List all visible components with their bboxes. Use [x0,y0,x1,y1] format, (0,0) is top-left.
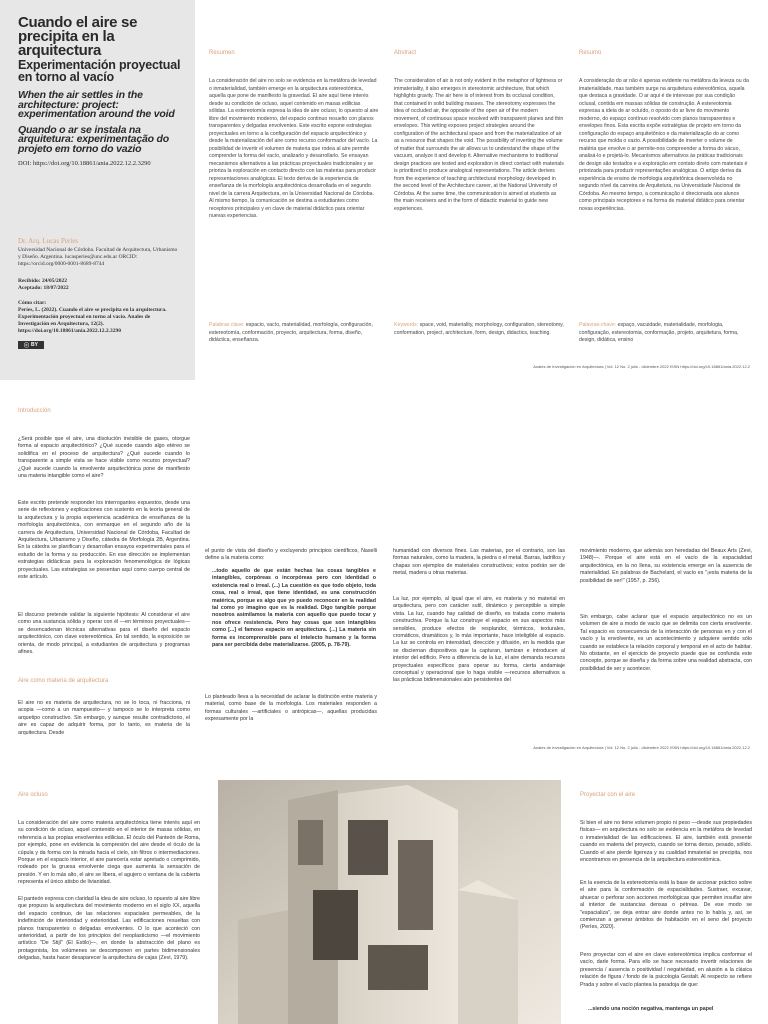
resumo-heading: Resumo [579,50,602,56]
author-affiliation: Universidad Nacional de Córdoba. Facultad de Arquitectura, Urbanismo y Diseño. Argentina. lucasperies@unc.edu.ar ORCID: https://orcid.org/0000-0001-8689-8744 [18,247,178,267]
intro-paragraph-3: El discurso pretende validar la siguiente hipótesis: Al considerar el aire como una sustancia sólida y operar con él —en términos proyectuales— se desencadenan técnicas alternativas para el diseño del espacio arquitectónico, con clave estereotómica. En tal sentido, la exposición se orienta, de modo principal, a estudiantes de arquitectura y programas afines. [18,612,190,656]
abstract-heading: Abstract [394,50,417,56]
article-header-panel [0,0,195,380]
article-title: Cuando el aire se precipita en la arquitectura [18,14,138,59]
article-title-english: When the air settles in the architecture: project: experimentation around the void [18,89,175,120]
intro-paragraph-2: Este escrito pretende responder los interrogantes expuestos, desde una serie de reflexiones y explicaciones con sustento en la teoría general de la arquitectura y la propia experiencia académica de enseñanza de la morfología arquitectónica, con enmarque en el segundo año de la carrera de Arquitectura, Universidad Nacional de Córdoba, Facultad de Arquitectura, Urbanismo y Diseño, cátedra de Morfología 2B, Argentina. En la cátedra se planifican y desarrollan ensayos experimentales para el estudio de la forma y su producción. En ese dirección se implementan estrategias didácticas para la exploración fenomenológica de lógicas proyectuales. Las estrategias se presentan aquí como cuerpo central de este artículo. [18,500,190,581]
cc-icon: ⓒ [24,342,30,349]
keywords-es [209,322,379,345]
page-1 [0,0,768,380]
article-subtitle: Experimentación proyectual en torno al vacío [18,58,181,84]
page-footer: Anales de Investigación en Arquitectura | Vol. 12 No. 2 julio - diciembre 2022 ISSN https://doi.org/10.18861/ania.2022.12.2 [533,745,750,750]
cite-label: Cómo citar: [18,300,47,306]
keywords-en-text: space, void, materiality, morphology, configuration, stereotomy, conformation, project, architecture, form, design, didactics, teaching. [394,322,564,336]
accepted-date: Aceptado: 18/07/2022 [18,285,69,291]
ocluso-paragraph-2: El panteón expresa con claridad la idea de aire ocluso, lo opuesto al aire libre que propuso la arquitectura del movimiento moderno en el siglo XX, aquella del espacio continuo, de las relaciones espaciales permeables, de la indefinición de interioridad y exterioridad. Las edificaciones resueltas con planos transparentes o delgadas envolventes. O lo que aconteció con anterioridad, a partir de los principios del neoplasticismo —el movimiento artístico "De Stijl" (El Estilo)—, en donde la abstracción del plano es protagonista, los volúmenes se descomponen en partes bidimensionales delgadas, hasta hacer desaparecer la arquitectura de cajas (Zevi, 1979). [18,896,200,962]
author-name: Dr. Arq. Lucas Períes [18,237,79,245]
stereotomic-model-photo [218,780,561,1024]
naselli-quote: ...todo aquello de que están hechas las cosas tangibles e intangibles, corpóreas o incorpóreas pero con identidad o existencia real o irreal. (...) La cuestión es que todo objeto, toda cosa, real o irreal, que tiene identidad, es una construcción matérica, porque es algo que yo puedo reconocer en la realidad tal como yo imagino que es la realidad. Digo tangible porque nosotros asimilamos la materia con aquello que puedo tocar y nos ofrece resistencia. Pero hay cosas que son intangibles como [...] el famoso espacio en arquitectura. (...) La materia sin forma es incomprensible para el intelecto humano y la forma para ser percibida debe materializarse. (2005, p. 78-79). [212,568,376,649]
article-title-portuguese: Quando o ar se instala na arquitetura: experimentação do projeto em torno do vazio [18,123,169,155]
prada-quote: ...siendo una noción negativa, mantenga un papel [588,1006,714,1012]
keywords-es-text: espacio, vacío, materialidad, morfología, configuración, estereotomía, conformación, proyecto, arquitectura, forma, diseño, didáctica, enseñanza. [209,322,373,343]
column-3-paragraph-1: humanidad con diversos fines. Las materias, por el contrario, son las formas naturales, como la madera, la piedra o el metal. Barras, ladrillos y chapas son ejemplos de materiales constructivos; estos podrán ser de metal, madera u otras materias. [393,548,565,577]
proyectar-paragraph-3: Pero proyectar con el aire en clave estereotómica implica conformar el vacío, darle forma. Para ello se hace necesario invertir relaciones de presencia / ausencia o positividad / negatividad, en alusión a la clásica relación de figura / fondo de la psicología Gestalt. Al respecto se refiere Prada y sobre el vacío plantea la paradoja de que: [580,952,752,988]
materia-paragraph-1: El aire no es materia de arquitectura, no se lo toca, ni fracciona, ni acopia —como a un mampuesto— y tampoco se lo interpreta como arquetipo constructivo. Sin embargo, y aunque resulte contradictorio, el aire es capaz de adquirir forma, por lo tanto, es materia de la arquitectura. Desde [18,700,190,736]
resumen-text: La consideración del aire no solo se evidencia en la metáfora de levedad o inmaterialidad, también emerge en la arquitectura estereotómica, aquella que pone de manifiesto la gravedad. El aire aquí tiene interés desde su condición de ocluso, aquel contenido en masas edilicias sólidas. La estereotomía expresa la idea de aire ocluso, lo opuesto al aire libre del movimiento moderno, del espacio continuo resuelto con planos transparentes y delgadas envolventes. Este escrito expone estrategias proyectuales en torno a la configuración del espacio arquitectónico y desde la materialización del aire como recurso conformador del vacío. La posibilidad de invertir el volumen de materia que rodea al aire permite comprender la forma del vacío, analizarlo y desarrollarlo. Se ensayan mecanismos alternativos a las prácticas proyectuales tradicionales y se prioriza la exploración en contacto directo con las materias para producir representaciones analógicas. El texto deriva de la experiencia de enseñanza de la morfología arquitectónica desarrollada en el segundo nivel de la carrera Arquitectura, en la Universidad Nacional de Córdoba. Al mismo tiempo, la comunicación se destina a estudiantes como receptores principales y en clave de material didáctico para orientar nuevas experiencias. [209,78,379,219]
proyectar-paragraph-1: Si bien el aire no tiene volumen propio ni peso —desde sus propiedades físicas— en arquitectura no solo se evidencia en la metáfora de levedad o inmaterialidad de las edificaciones. El aire, también está presente cuando es materia del proyecto, cuando se torna denso, pesado, sólido. Cuando el aire pierde ligereza y su cualidad inmaterial se precipita, nos encontramos en presencia de la arquitectura estereotómica. [580,820,752,864]
cite-text: Períes, L. (2022). Cuando el aire se precipita en la arquitectura. Experimentación proyectual en torno al vacío. Anales de Investigación en Arquitectura, 12(2). https://doi.org/10.18861/ania.2022.12.2.3290 [18,307,167,334]
column-4-paragraph-1: movimiento moderno, que además son heredadas del Beaux Arts (Zevi, 1948)—. Porque el aire está en el vacío de la espacialidad arquitectónica, en la no llena, su existencia emerge en la ausencia de materialidad. En palabras de Bachelard, el vacío es "¡esta materia de la posibilidad de ser!" (1957, p. 256). [580,548,752,584]
keywords-pt-text: espaço, vacuidade, materialidade, morfologia, configuração, estereotomia, conformação, projeto, arquitetura, forma, design, didática, ensino [579,322,739,343]
photo-illustration [218,780,561,1024]
doi-link[interactable]: DOI: https://doi.org/10.18861/ania.2022.12.2.3290 [18,160,151,167]
column-2-paragraph-2: Lo planteado lleva a la necesidad de aclarar la distinción entre materia y material, como base de la morfología. Los materiales responden a formas culturales —artificiales o antrópicas—, aquellas producidas expresamente por la [205,694,377,723]
proyectar-paragraph-2: En la esencia de la estereotomía está la base de accionar práctico sobre el aire para la conformación de espacialidades. Sustraer, excavar, ahuecar o perforar son acciones morfológicas que permiten insuflar aire al interior de sustancias densas o pétreas. De ese modo se "espacializa", se deja entrar aire donde antes no lo había y, así, se comienzan a generar ámbitos de habitación en el seno del proyecto (Períes, 2020). [580,880,752,931]
resumen-column [209,50,379,221]
resumen-heading: Resumen [209,50,235,56]
keywords-en-label: Keywords: [394,322,419,328]
intro-paragraph-1: ¿Será posible que el aire, una disolución invisible de gases, otorgue forma al espacio arquitectónico? ¿Qué sucede cuando algo etéreo se solidifica en el proceso de arquitectura? ¿Qué sucede cuando lo transparente a simple vista se hace visible como recurso proyectual? ¿Qué sucede cuando la envolvente arquitectónica pone de manifiesto una materia intangible como el aire? [18,436,190,480]
introduction-heading: Introducción [18,408,51,414]
keywords-es-label: Palabras clave: [209,322,245,328]
citation-block [18,300,181,335]
keywords-en [394,322,564,337]
abstract-column [394,50,564,213]
column-3-paragraph-2: La luz, por ejemplo, al igual que el aire, es materia y no material en arquitectura, pero con carácter sutil, dinámico y perceptible a simple vista. La luz, cuando hay calidad de diseño, es tratada como materia constructiva. Porque la luz construye el espacio en sus aspectos más sensibles, produce efectos de resplandor, térmicos, texturales, cromáticos, dramáticos y, lo más importante, hace inteligible al espacio. La luz se controla en intensidad, dirección y difusión, en la medida que se disciernan dispositivos que la capturan, tamizan e introducen al interior del edificio. Pero a diferencia de la luz, el aire demanda recursos proyectuales específicos para operar su forma, cierta andamiaje conceptual y operacional que lo haga visible —recursos alternativos a las prácticas bidimensionales aún persistentes del [393,596,565,684]
page-footer: Anales de Investigación en Arquitectura | Vol. 12 No. 2 julio - diciembre 2022 ISSN https://doi.org/10.18861/ania.2022.12.2 [533,364,750,369]
abstract-text: The consideration of air is not only evident in the metaphor of lightness or immateriality, it also emerges in stereotomic architecture, that which highlights gravity. The air here is of interest from its occlusal condition, that contained in solid building masses. The stereotomy expresses the idea of occluded air, the opposite of the open air of the modern movement, of continuous space resolved with transparent planes and thin envelopes. This writing exposes project strategies around the configuration of the architectural space and from the materialization of air as a resource that shapes the void. The possibility of inverting the volume of matter that surrounds the air allows us to understand the shape of the vacuum, analyze it and develop it. Alternative mechanisms to traditional design practices are tested and exploration in direct contact with materials is prioritized to produce analogical representations. The article derives from the experience of teaching architectural morphology developed in the second level of the Architecture career, at the National University of Córdoba. At the same time, the communication is aimed at students as the main receivers and in the form of didactic material to guide new experiences. [394,78,564,212]
section-heading-materia: Aire como materia de arquitectura [18,678,109,684]
creative-commons-badge[interactable] [18,341,44,349]
column-4-paragraph-2: Sin embargo, cabe aclarar que el espacio arquitectónico no es un volumen de aire a modo de vacío que se delimita con cierta envolvente. Tal espacio es consecuencia de la interacción de personas en y con el vacío y la envolvente, es un acontecimiento y adquiere sentido sólo cuando se establece la relación corporal y temporal en el acto de habitar. No obstante, en el ejercicio de proyecto puede que se confunda este concepto, porque se diseña y da forma sobre una realidad abstracta, con posibilidad de ser y acontecer. [580,614,752,672]
column-2-paragraph-1: el punto de vista del diseño y excluyendo principios científicos, Naselli define a la materia como: [205,548,377,562]
cc-by-label: BY [31,342,38,348]
page-3 [0,780,768,1024]
received-date: Recibido: 24/05/2022 [18,278,68,284]
section-heading-proyectar: Proyectar con el aire [580,792,636,798]
resumo-text: A consideração do ar não é apenas evidente na metáfora da leveza ou da imaterialidade, mas também surge na arquitetura estereotômica, aquela que destaca a gravidade. O ar aqui é de interesse por sua condição oclusal, contida em massas sólidas de construção. A estereotomia expressa a ideia de ar ocluído, o oposto do ar livre do movimento moderno, do espaço contínuo resolvido com planos transparentes e envelopes finos. Esta escrita expõe estratégias de projeto em torno da configuração do espaço arquitetônico e da materialização do ar como recurso que molda o vazio. A possibilidade de inverter o volume de matéria que envolve o ar permite-nos compreender a forma do vácuo, analisá-lo e projetá-lo. Mecanismos alternativos às práticas tradicionais de design são testados e a exploração em contato direto com materiais é priorizada para produzir representações analógicas. O artigo deriva da experiência de ensino de morfologia arquitetônica desenvolvida no segundo nível da carreira de Arquitetura, na Universidade Nacional de Córdoba. Ao mesmo tempo, a comunicação é direcionada aos alunos como principais receptores e na forma de material didático para orientar novas experiências. [579,78,749,212]
keywords-pt-label: Palavras-chave: [579,322,617,328]
ocluso-paragraph-1: La consideración del aire como materia arquitectónica tiene interés aquí en su condición de ocluso, aquel contenido en el interior de masas sólidas, en referencia a las propias envolventes edilicias. El óculo del Panteón de Roma, por ejemplo, pone en evidencia la compresión del aire desde el óculo de la cúpula y da forma con la mirada hacia el cielo, sin filtros o intermediaciones. Porque en el espacio interior, el aire parecería estar apretado o comprimido, rodeado por la gruesa envolvente ciega que aumenta la sensación de presión. Y en lo más alto, el aire se libera, el agujero o ventana de la cubierta representa el único atisbo de livianidad. [18,820,200,886]
resumo-column [579,50,749,213]
keywords-pt [579,322,749,345]
page-2 [0,400,768,770]
dates-block [18,278,181,292]
section-heading-ocluso: Aire ocluso [18,792,48,798]
